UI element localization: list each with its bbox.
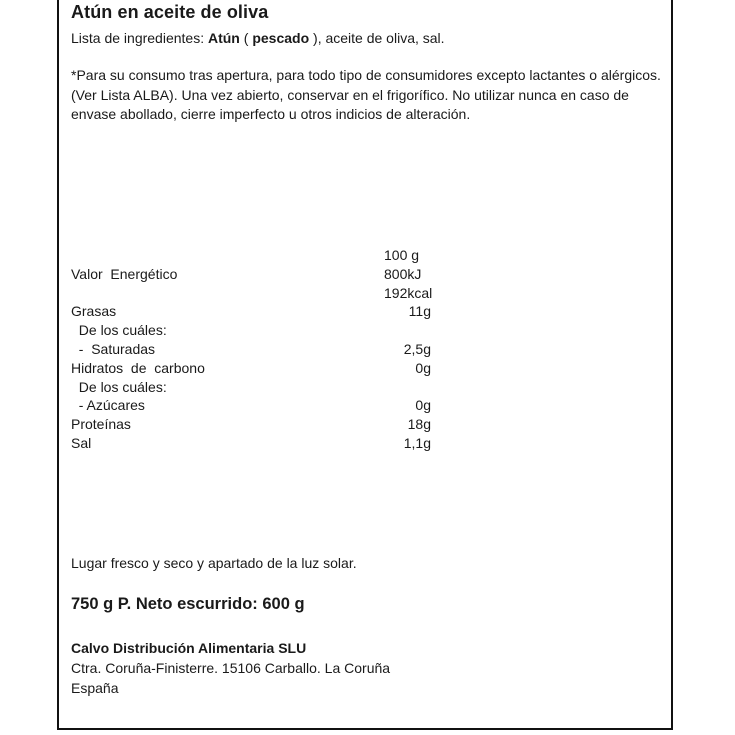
- nutrition-value: 1,1g: [403, 434, 431, 451]
- nutrition-value: 11g: [408, 303, 431, 320]
- nutrition-row: [71, 415, 431, 434]
- manufacturer-name: Calvo Distribución Alimentaria SLU: [71, 640, 307, 656]
- ingredient-fish-allergen: pescado: [252, 30, 310, 46]
- nutrition-value: 0g: [415, 359, 431, 376]
- consumption-notice: *Para su consumo tras apertura, para todo tipo de consumidores excepto lactantes o alérgicos. (Ver Lista ALBA). Una vez abierto, conservar en el frigorífico. No utilizar nunca en caso de envase abollado, cierre imperfecto u otros indicios de alteración.: [71, 67, 661, 122]
- ingredient-tuna: Atún: [207, 30, 240, 46]
- ingredients-prefix: Lista de ingredientes:: [71, 30, 208, 46]
- nutrition-label: Grasas: [71, 303, 117, 320]
- nutrition-row: [71, 302, 431, 321]
- nutrition-row: [71, 434, 431, 453]
- product-label: [57, 0, 673, 730]
- nutrition-header-row: [71, 246, 431, 265]
- nutrition-row: [71, 284, 431, 303]
- ingredients-suffix: ), aceite de oliva, sal.: [309, 30, 445, 46]
- manufacturer-country: España: [71, 680, 119, 696]
- nutrition-row: [71, 265, 431, 284]
- ingredients-paren: (: [239, 30, 253, 46]
- nutrition-row: [71, 378, 431, 397]
- nutrition-label: De los cuáles:: [71, 378, 167, 395]
- manufacturer-address: Ctra. Coruña-Finisterre. 15106 Carballo. La Coruña: [71, 660, 391, 676]
- nutrition-per-100g-header: 100 g: [384, 247, 420, 263]
- nutrition-label: - Azúcares: [71, 397, 145, 414]
- nutrition-value: 800kJ: [384, 265, 422, 282]
- nutrition-label: Sal: [71, 434, 92, 451]
- nutrition-row: [71, 340, 431, 359]
- storage-instructions: Lugar fresco y seco y apartado de la luz solar.: [71, 555, 357, 571]
- nutrition-label: Hidratos de carbono: [71, 359, 205, 376]
- nutrition-table: [71, 246, 431, 453]
- nutrition-value: 2,5g: [403, 340, 431, 357]
- nutrition-label: Proteínas: [71, 416, 131, 433]
- nutrition-label: Valor Energético: [71, 265, 178, 282]
- nutrition-row: [71, 321, 431, 340]
- nutrition-value: 192kcal: [384, 284, 433, 301]
- nutrition-value: 0g: [415, 397, 431, 414]
- nutrition-value: 18g: [407, 416, 431, 433]
- nutrition-row: [71, 396, 431, 415]
- nutrition-label: - Saturadas: [71, 340, 156, 357]
- nutrition-row: [71, 359, 431, 378]
- nutrition-label: De los cuáles:: [71, 322, 167, 339]
- ingredients-list: [71, 30, 445, 46]
- net-weight: 750 g P. Neto escurrido: 600 g: [71, 595, 305, 613]
- product-title: Atún en aceite de oliva: [71, 2, 269, 22]
